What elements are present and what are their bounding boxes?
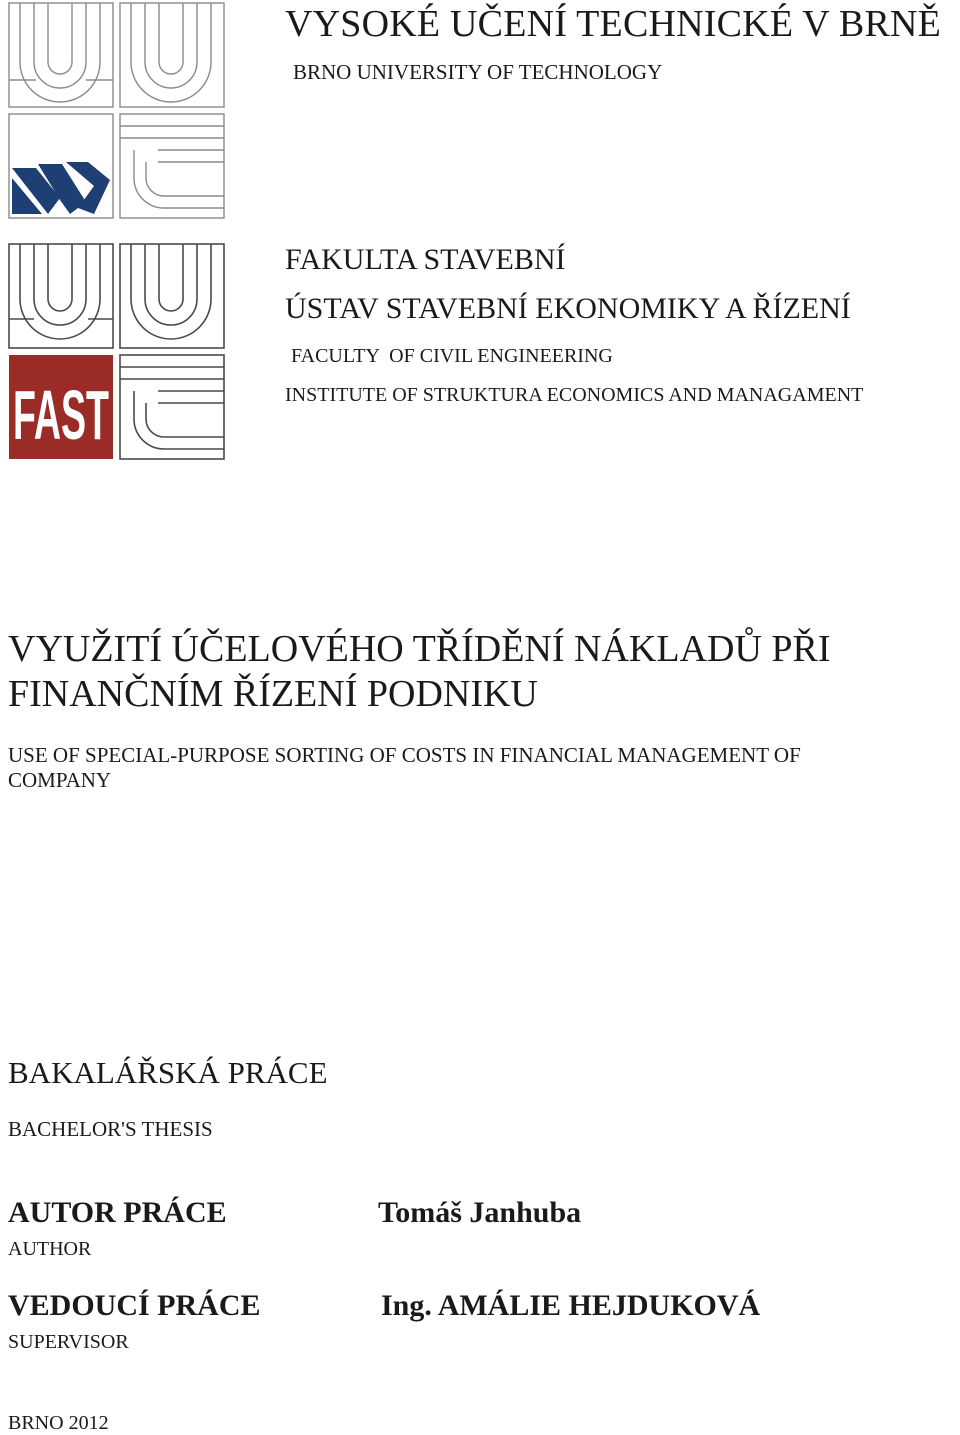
university-name-cz: VYSOKÉ UČENÍ TECHNICKÉ V BRNĚ bbox=[285, 3, 942, 45]
supervisor-label-cz: VEDOUCÍ PRÁCE bbox=[8, 1289, 261, 1322]
vut-logo-icon bbox=[8, 2, 226, 220]
supervisor-label-en: SUPERVISOR bbox=[8, 1331, 129, 1353]
thesis-title-cz: VYUŽITÍ ÚČELOVÉHO TŘÍDĚNÍ NÁKLADŮ PŘI FINANČNÍM ŘÍZENÍ PODNIKU bbox=[8, 628, 831, 715]
faculty-name-en: FACULTY OF CIVIL ENGINEERING bbox=[291, 345, 613, 367]
faculty-name-cz: FAKULTA STAVEBNÍ bbox=[285, 243, 566, 276]
thesis-title-en: USE OF SPECIAL-PURPOSE SORTING OF COSTS IN FINANCIAL MANAGEMENT OF COMPANY bbox=[8, 743, 801, 792]
thesis-type-cz: BAKALÁŘSKÁ PRÁCE bbox=[8, 1055, 328, 1090]
author-name: Tomáš Janhuba bbox=[378, 1196, 582, 1229]
university-name-en: BRNO UNIVERSITY OF TECHNOLOGY bbox=[293, 60, 663, 84]
fast-logo-text: FAST bbox=[13, 376, 110, 454]
supervisor-name: Ing. AMÁLIE HEJDUKOVÁ bbox=[381, 1289, 761, 1322]
place-and-year: BRNO 2012 bbox=[8, 1412, 109, 1434]
fast-logo-icon bbox=[8, 243, 226, 461]
institute-name-en: INSTITUTE OF STRUKTURA ECONOMICS AND MANAGAMENT bbox=[285, 384, 864, 406]
author-label-cz: AUTOR PRÁCE bbox=[8, 1196, 227, 1229]
institute-name-cz: ÚSTAV STAVEBNÍ EKONOMIKY A ŘÍZENÍ bbox=[285, 292, 851, 325]
author-label-en: AUTHOR bbox=[8, 1238, 92, 1260]
thesis-type-en: BACHELOR'S THESIS bbox=[8, 1117, 213, 1141]
